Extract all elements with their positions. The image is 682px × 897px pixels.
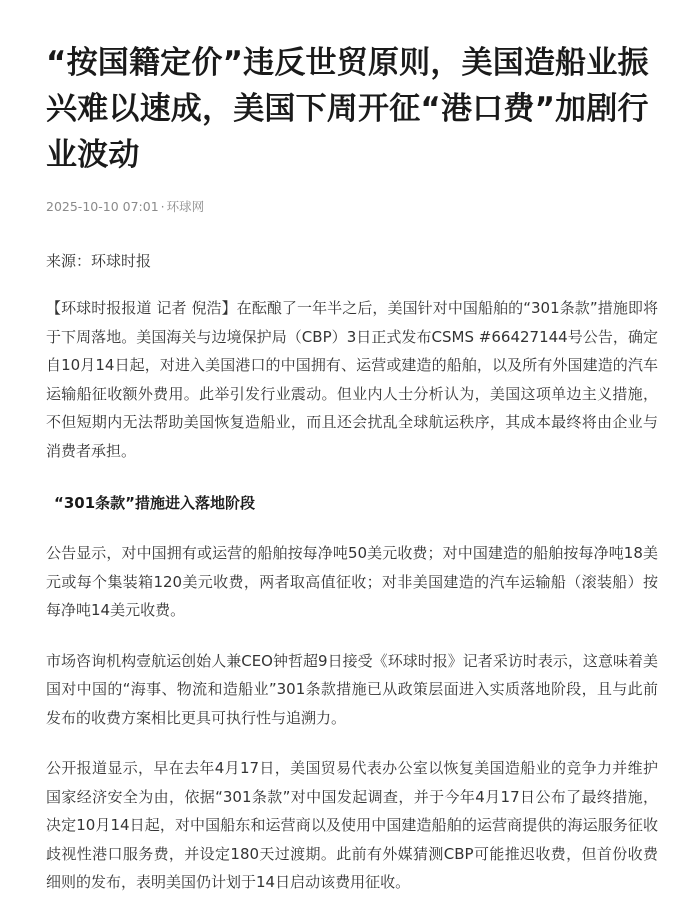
- article: [46, 0, 658, 897]
- article-title: “按国籍定价”违反世贸原则，美国造船业振兴难以速成，美国下周开征“港口费”加剧行业波动: [46, 45, 649, 173]
- publisher-link[interactable]: 环球网: [166, 199, 205, 214]
- section-heading: “301条款”措施进入落地阶段: [54, 494, 256, 512]
- meta-separator: ·: [160, 199, 165, 214]
- article-paragraph: 【环球时报报道 记者 倪浩】在酝酿了一年半之后，美国针对中国船舶的“301条款”措施即将于下周落地。美国海关与边境保护局（CBP）3日正式发布CSMS #66427144号公告，确定自10月14日起，对进入美国港口的中国拥有、运营或建造的船舶，以及所有外国建造的汽车运输船征收额外费用。此举引发行业震动。但业内人士分析认为，美国这项单边主义措施，不但短期内无法帮助美国恢复造船业，而且还会扰乱全球航运秩序，其成本最终将由企业与消费者承担。: [46, 299, 658, 460]
- article-meta: [46, 198, 658, 216]
- publish-date: 2025-10-10 07:01: [46, 199, 159, 214]
- source-line: 来源：环球时报: [46, 252, 152, 270]
- article-paragraph: 公开报道显示，早在去年4月17日，美国贸易代表办公室以恢复美国造船业的竞争力并维护国家经济安全为由，依据“301条款”对中国发起调查，并于今年4月17日公布了最终措施，决定10月14日起，对中国船东和运营商以及使用中国建造船舶的运营商提供的海运服务征收歧视性港口服务费，并设定180天过渡期。此前有外媒猜测CBP可能推迟收费，但首份收费细则的发布，表明美国仍计划于14日启动该费用征收。: [46, 759, 658, 891]
- article-paragraph: 公告显示，对中国拥有或运营的船舶按每净吨50美元收费；对中国建造的船舶按每净吨18美元或每个集装箱120美元收费，两者取高值征收；对非美国建造的汽车运输船（滚装船）按每净吨14美元收费。: [46, 544, 658, 619]
- article-paragraph: 市场咨询机构壹航运创始人兼CEO钟哲超9日接受《环球时报》记者采访时表示，这意味着美国对中国的“海事、物流和造船业”301条款措施已从政策层面进入实质落地阶段，且与此前发布的收费方案相比更具可执行性与追溯力。: [46, 651, 658, 727]
